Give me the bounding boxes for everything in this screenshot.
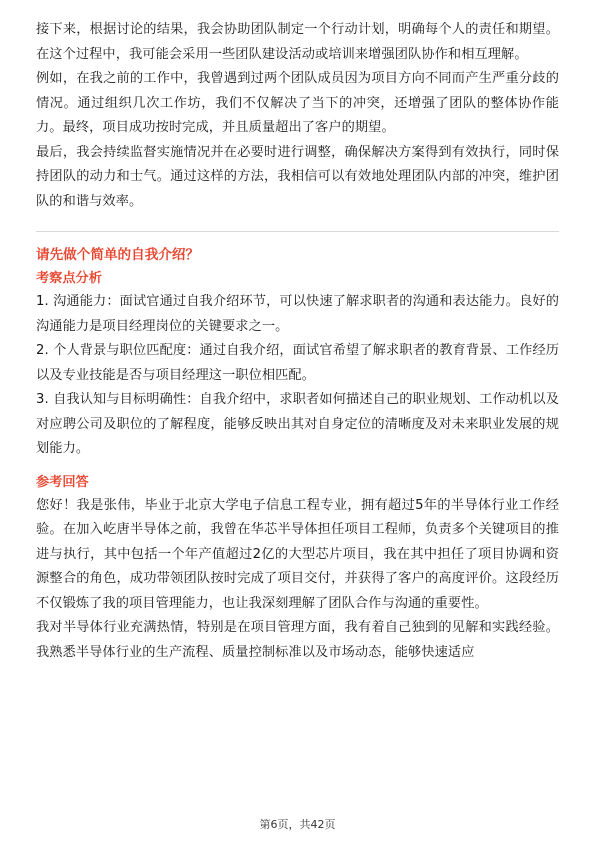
answer-paragraph-1: 您好！我是张伟，毕业于北京大学电子信息工程专业，拥有超过5年的半导体行业工作经验。在加入屹唐半导体之前，我曾在华芯半导体担任项目工程师，负责多个关键项目的推进与执行，其中包括一个年产值超过2亿的大型芯片项目，我在其中担任了项目协调和资源整合的角色，成功带领团队按时完成了项目交付，并获得了客户的高度评价。这段经历不仅锻炼了我的项目管理能力，也让我深刻理解了团队合作与沟通的重要性。	[36, 497, 559, 611]
answer-paragraph-2: 我对半导体行业充满热情，特别是在项目管理方面，我有着自己独到的见解和实践经验。我熟悉半导体行业的生产流程、质量控制标准以及市场动态，能够快速适应	[36, 620, 559, 660]
section-divider	[36, 231, 559, 232]
page-number-footer: 第6页，共42页	[259, 818, 336, 831]
analysis-heading: 考察点分析	[36, 271, 102, 286]
document-page	[36, 18, 559, 665]
analysis-point-2: 2. 个人背景与职位匹配度：通过自我介绍，面试官希望了解求职者的教育背景、工作经历以及专业技能是否与项目经理这一职位相匹配。	[36, 343, 559, 383]
analysis-point-3: 3. 自我认知与目标明确性：自我介绍中，求职者如何描述自己的职业规划、工作动机以及对应聘公司及职位的了解程度，能够反映出其对自身定位的清晰度及对未来职业发展的规划能力。	[36, 392, 559, 456]
analysis-point-1: 1. 沟通能力：面试官通过自我介绍环节，可以快速了解求职者的沟通和表达能力。良好的沟通能力是项目经理岗位的关键要求之一。	[36, 294, 559, 334]
question-title: 请先做个简单的自我介绍？	[36, 247, 200, 263]
intro-paragraph-3: 最后，我会持续监督实施情况并在必要时进行调整，确保解决方案得到有效执行，同时保持团队的动力和士气。通过这样的方法，我相信可以有效地处理团队内部的冲突，维护团队的和谐与效率。	[36, 144, 559, 209]
answer-heading: 参考回答	[36, 474, 89, 490]
intro-paragraph-1: 接下来，根据讨论的结果，我会协助团队制定一个行动计划，明确每个人的责任和期望。在这个过程中，我可能会采用一些团队建设活动或培训来增强团队协作和相互理解。	[36, 22, 559, 62]
intro-paragraph-2: 例如，在我之前的工作中，我曾遇到过两个团队成员因为项目方向不同而产生严重分歧的情况。通过组织几次工作坊，我们不仅解决了当下的冲突，还增强了团队的整体协作能力。最终，项目成功按时完成，并且质量超出了客户的期望。	[36, 71, 559, 135]
